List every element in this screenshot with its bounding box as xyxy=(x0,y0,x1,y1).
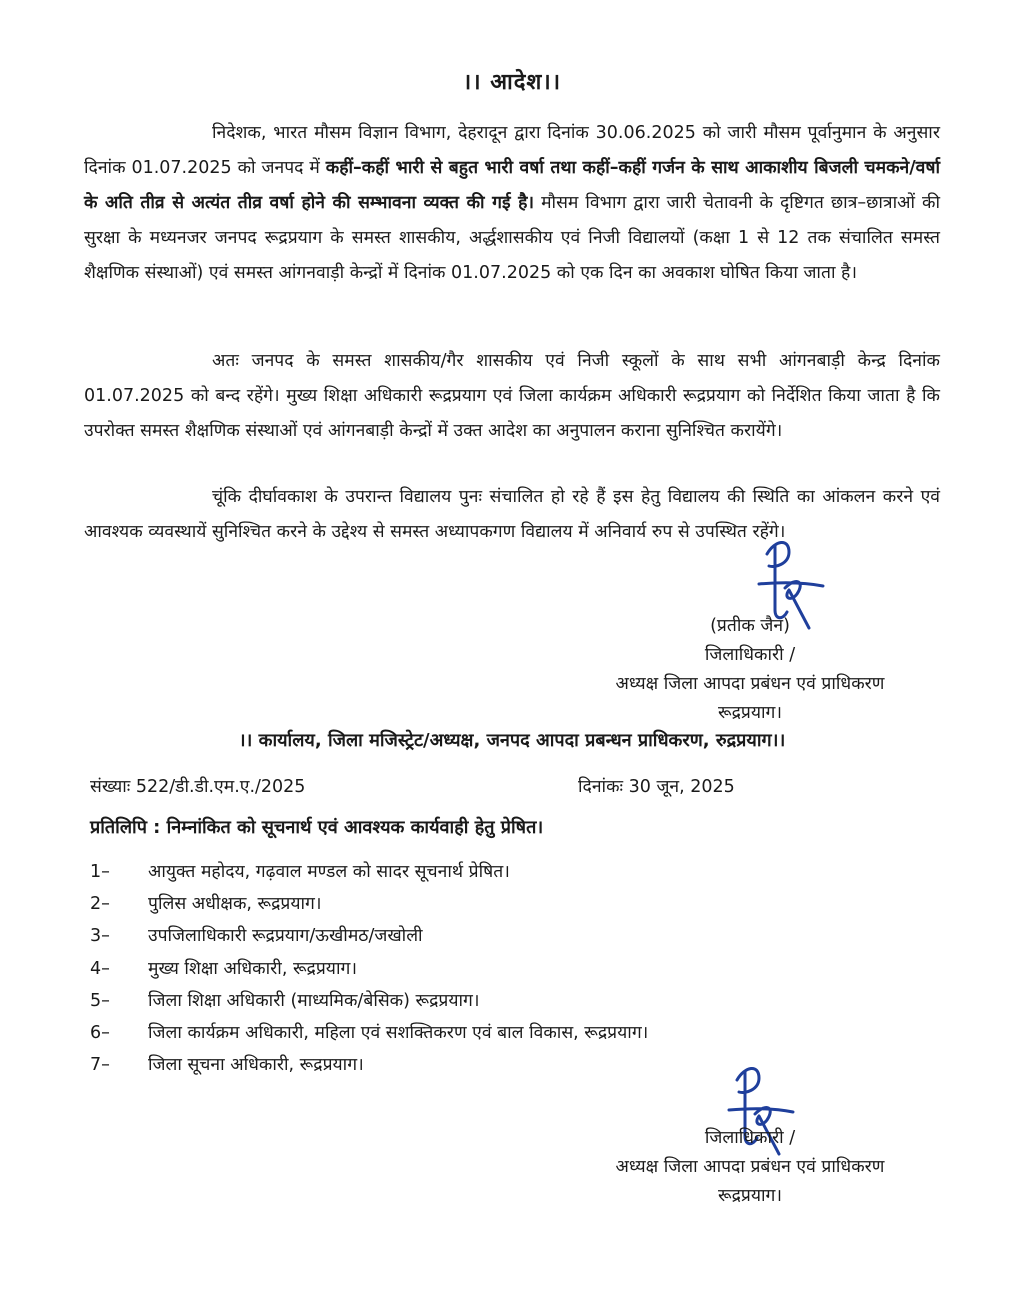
list-item xyxy=(90,1017,950,1049)
list-item xyxy=(90,953,950,985)
list-item-text: मुख्य शिक्षा अधिकारी, रूद्रप्रयाग। xyxy=(148,958,357,979)
list-item-text: जिला सूचना अधिकारी, रूद्रप्रयाग। xyxy=(148,1055,364,1076)
list-item xyxy=(90,888,950,920)
signatory-place: रूद्रप्रयाग। xyxy=(717,703,782,723)
para1-text-b: मौसम विभाग द्वारा जारी चेतावनी के दृष्टिगत छात्र–छात्राओं की सुरक्षा के मध्यनजर जनपद रूद्रप्रयाग के समस्त शासकीय, अर्द्धशासकीय एवं निजी विद्यालयों (कक्षा 1 से 12 तक संचालित समस्त शैक्षणिक संस्थाओं) एवं समस्त आंगनवाड़ी केन्द्रों में दिनांक 01.07.2025 को एक दिन का अवकाश घोषित किया जाता है। xyxy=(84,193,940,283)
reference-number: संख्याः 522/डी.डी.एम.ए./2025 xyxy=(90,777,306,797)
copy-heading: प्रतिलिपि : निम्नांकित को सूचनार्थ एवं आवश्यक कार्यवाही हेतु प्रेषित। xyxy=(90,817,544,838)
order-paragraph-1 xyxy=(84,116,940,291)
list-item-number: 5– xyxy=(90,990,110,1011)
list-item-text: जिला शिक्षा अधिकारी (माध्यमिक/बेसिक) रूद्रप्रयाग। xyxy=(148,990,480,1011)
list-item-number: 3– xyxy=(90,926,110,947)
list-item-text: जिला कार्यक्रम अधिकारी, महिला एवं सशक्तिकरण एवं बाल विकास, रूद्रप्रयाग। xyxy=(148,1022,649,1043)
list-item-number: 4– xyxy=(90,958,110,979)
order-title: ।। आदेश।। xyxy=(462,70,562,95)
list-item xyxy=(90,985,950,1017)
list-item-text: पुलिस अधीक्षक, रूद्रप्रयाग। xyxy=(148,894,322,915)
list-item xyxy=(90,1049,950,1081)
signatory-name: (प्रतीक जैन) xyxy=(710,616,790,636)
signatory-role: अध्यक्ष जिला आपदा प्रबंधन एवं प्राधिकरण xyxy=(615,674,885,694)
list-item-number: 1– xyxy=(90,862,110,882)
signatory-role: अध्यक्ष जिला आपदा प्रबंधन एवं प्राधिकरण xyxy=(615,1157,885,1177)
order-paragraph-3: चूंकि दीर्घावकाश के उपरान्त विद्यालय पुनः संचालित हो रहे हैं इस हेतु विद्यालय की स्थिति का आंकलन करने एवं आवश्यक व्यवस्थायें सुनिश्चित करने के उद्देश्य से समस्त अध्यापकगण विद्यालय में अनिवार्य रुप से उपस्थित रहेंगे। xyxy=(84,487,940,542)
list-item xyxy=(90,920,950,952)
signature-block-2 xyxy=(560,1124,940,1211)
reference-date: दिनांकः 30 जून, 2025 xyxy=(578,777,735,797)
copy-list xyxy=(90,856,950,1081)
list-item xyxy=(90,856,950,888)
signatory-designation: जिलाधिकारी / xyxy=(704,1128,796,1148)
list-item-number: 6– xyxy=(90,1022,110,1043)
signature-block-1 xyxy=(560,612,940,728)
list-item-text: उपजिलाधिकारी रूद्रप्रयाग/ऊखीमठ/जखोली xyxy=(148,926,423,947)
list-item-number: 7– xyxy=(90,1055,110,1076)
list-item-number: 2– xyxy=(90,894,110,915)
para1-text-bold: कहीं–कहीं भारी से बहुत भारी वर्षा तथा कहीं–कहीं गर्जन के साथ आकाशीय बिजली चमकने/वर्षा के अति तीव्र से अत्यंत तीव्र वर्षा होने की सम्भावना व्यक्त की गई है। xyxy=(84,158,940,213)
signatory-designation: जिलाधिकारी / xyxy=(704,645,796,665)
office-line: ।। कार्यालय, जिला मजिस्ट्रेट/अध्यक्ष, जनपद आपदा प्रबन्धन प्राधिकरण, रुद्रप्रयाग।। xyxy=(238,730,786,751)
para1-text-a: निदेशक, भारत मौसम विज्ञान विभाग, देहरादून द्वारा दिनांक 30.06.2025 को जारी मौसम पूर्वानुमान के अनुसार दिनांक 01.07.2025 को जनपद में xyxy=(84,123,940,178)
list-item-text: आयुक्त महोदय, गढ़वाल मण्डल को सादर सूचनार्थ प्रेषित। xyxy=(148,862,510,882)
signatory-place: रूद्रप्रयाग। xyxy=(717,1186,782,1206)
order-paragraph-2: अतः जनपद के समस्त शासकीय/गैर शासकीय एवं निजी स्कूलों के साथ सभी आंगनबाड़ी केन्द्र दिनांक 01.07.2025 को बन्द रहेंगे। मुख्य शिक्षा अधिकारी रूद्रप्रयाग एवं जिला कार्यक्रम अधिकारी रूद्रप्रयाग को निर्देशित किया जाता है कि उपरोक्त समस्त शैक्षणिक संस्थाओं एवं आंगनबाड़ी केन्द्रों में उक्त आदेश का अनुपालन कराना सुनिश्चित करायेंगे। xyxy=(84,351,940,441)
